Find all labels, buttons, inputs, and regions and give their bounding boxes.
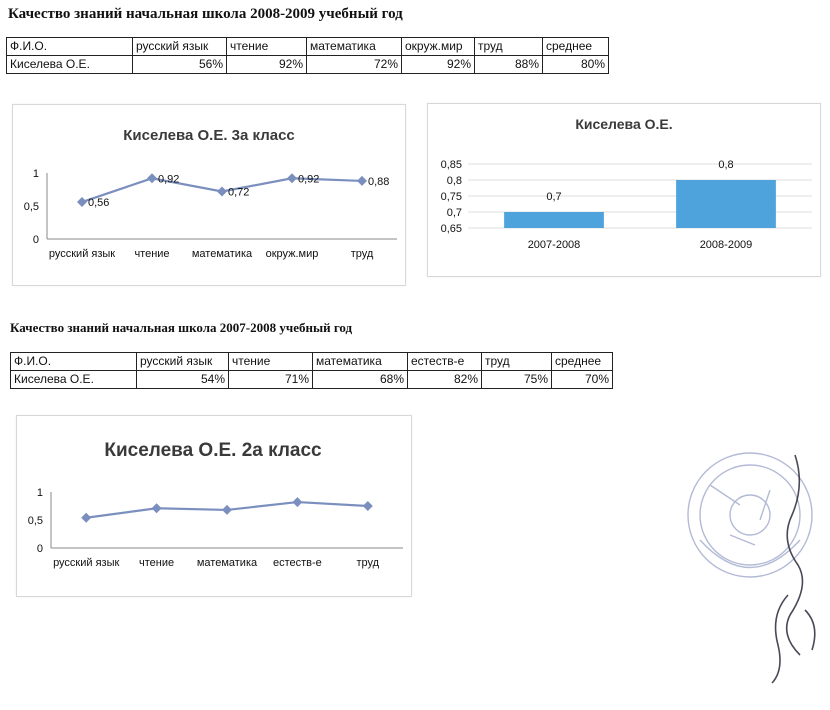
grades-table-2008-2009 [6,37,609,74]
x-tick-label: труд [356,557,380,569]
table-header-cell: труд [475,38,543,56]
table-header-cell: естеств-е [408,353,482,371]
stamp-seal-icon [680,445,830,685]
x-tick-label: 2007-2008 [527,239,581,251]
table-header-cell: чтение [227,38,307,56]
table-header-cell: математика [307,38,402,56]
data-point [77,197,87,207]
chart-title: Киселева О.Е. 2а класс [104,440,322,461]
table-row [7,56,609,74]
y-tick-label: 0,85 [440,159,462,171]
data-point [287,173,297,183]
section-title-2008-2009: Качество знаний начальная школа 2008-2009 учебный год [8,6,403,22]
chart-2a-svg [17,416,411,596]
data-label: 0,8 [718,159,734,171]
data-label: 0,92 [158,173,180,186]
data-point [292,497,302,507]
x-tick-label: русский язык [48,248,116,260]
section-title-2007-2008: Качество знаний начальная школа 2007-2008 учебный год [10,320,353,335]
chart-years-bar [427,103,821,277]
x-tick-label: естеств-е [272,557,322,569]
y-tick-label: 0,75 [440,191,462,203]
table-row [11,371,613,389]
chart-title: Киселева О.Е. 3а класс [123,127,295,144]
data-point [222,505,232,515]
y-tick-label: 0,65 [440,223,462,235]
chart-3a-class [12,104,406,286]
chart-2a-class [16,415,412,597]
chart-3a-svg [13,105,405,285]
table-header-cell: русский язык [137,353,229,371]
data-label: 0,88 [368,175,390,188]
table-header-cell: чтение [229,353,313,371]
table-cell: 75% [482,371,552,389]
y-tick-label: 0,5 [27,515,43,527]
data-point [363,501,373,511]
x-tick-label: чтение [134,248,170,260]
data-point [152,503,162,513]
data-point [217,186,227,196]
table-cell: 92% [227,56,307,74]
table-cell: 68% [313,371,408,389]
x-tick-label: математика [196,557,258,569]
table-cell: 70% [552,371,613,389]
data-point [357,176,367,186]
x-tick-label: 2008-2009 [699,239,753,251]
data-label: 0,7 [546,191,562,203]
table-cell: 56% [133,56,227,74]
bar [504,212,604,228]
table-cell: 54% [137,371,229,389]
table-header-cell: окруж.мир [402,38,475,56]
grades-table-2007-2008 [10,352,613,389]
table-header-cell: Ф.И.О. [11,353,137,371]
data-label: 0,72 [228,186,250,199]
table-header-row [7,38,609,56]
bar [676,180,776,228]
chart-years-svg [428,104,820,276]
data-point [147,173,157,183]
table-cell: 92% [402,56,475,74]
y-tick-label: 0,5 [23,201,39,213]
table-header-cell: среднее [543,38,609,56]
table-cell: 88% [475,56,543,74]
table-header-cell: среднее [552,353,613,371]
y-tick-label: 0 [36,543,43,555]
table-header-row [11,353,613,371]
x-tick-label: чтение [139,557,175,569]
x-tick-label: математика [191,248,253,260]
table-cell: 80% [543,56,609,74]
data-point [81,513,91,523]
y-tick-label: 1 [36,487,43,499]
data-label: 0,56 [88,197,110,210]
x-tick-label: окруж.мир [265,248,319,260]
chart-title: Киселева О.Е. [575,116,673,132]
table-header-cell: труд [482,353,552,371]
table-header-cell: Ф.И.О. [7,38,133,56]
y-tick-label: 0,7 [446,207,462,219]
table-header-cell: математика [313,353,408,371]
x-tick-label: русский язык [53,557,120,569]
y-tick-label: 1 [32,168,39,180]
data-label: 0,92 [298,173,320,186]
table-cell-name: Киселева О.Е. [11,371,137,389]
y-tick-label: 0 [32,234,39,246]
table-cell: 82% [408,371,482,389]
table-cell: 72% [307,56,402,74]
table-cell: 71% [229,371,313,389]
table-header-cell: русский язык [133,38,227,56]
y-tick-label: 0,8 [446,175,462,187]
table-cell-name: Киселева О.Е. [7,56,133,74]
x-tick-label: труд [350,248,374,260]
